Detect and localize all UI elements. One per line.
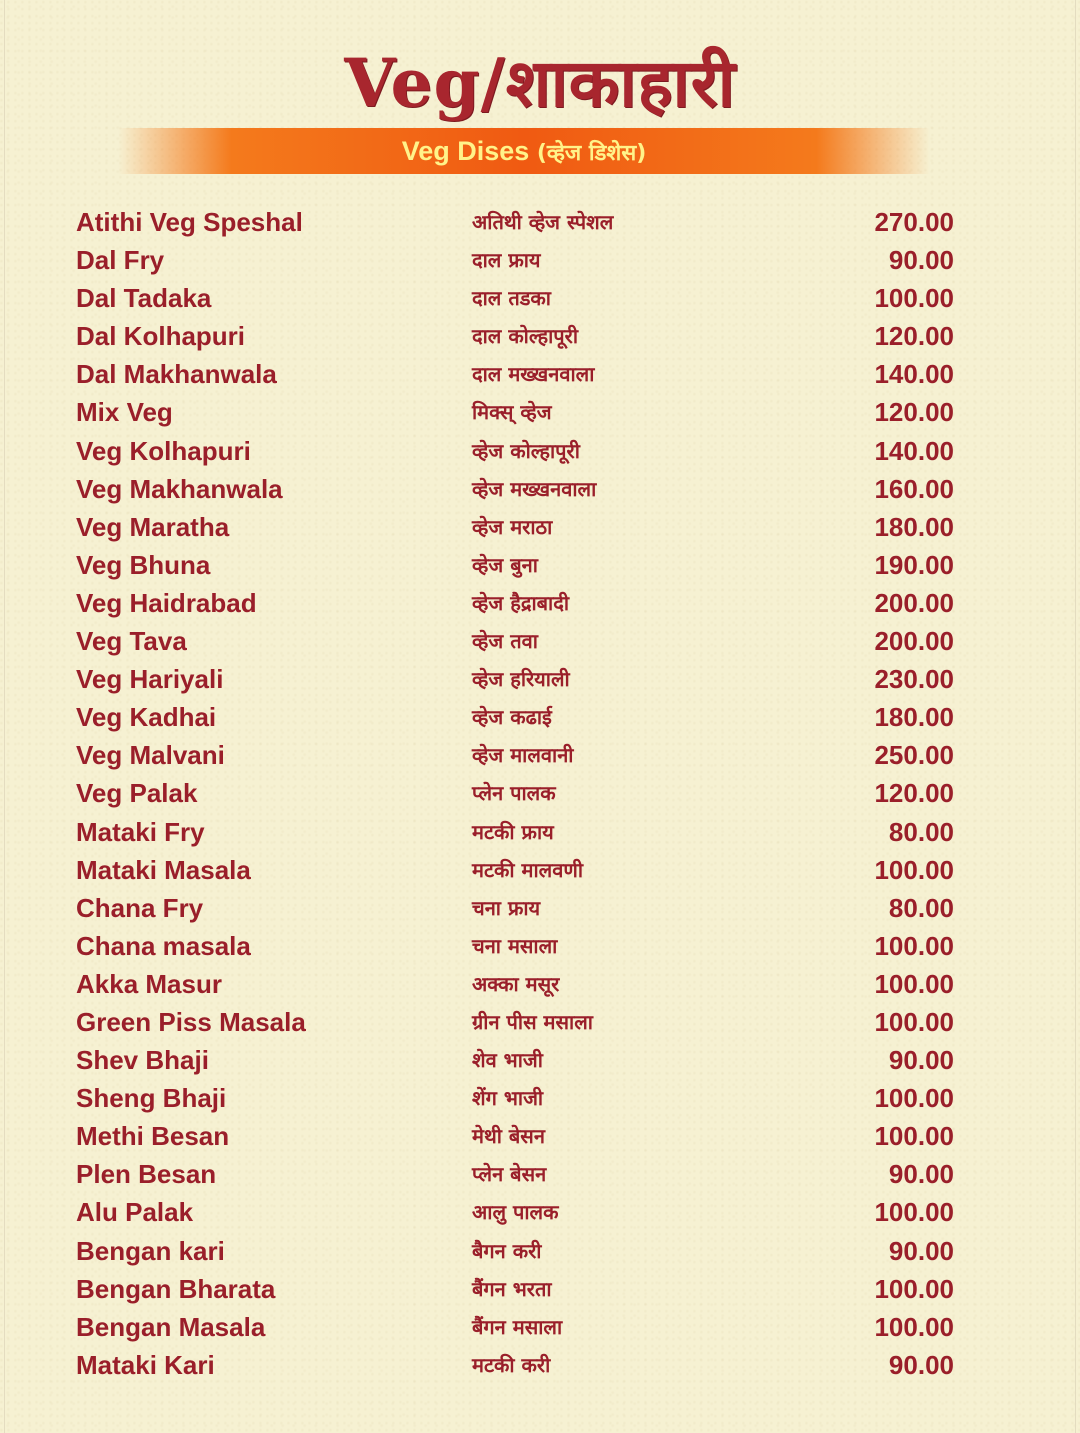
menu-item bbox=[76, 1232, 956, 1270]
item-price: 120.00 bbox=[874, 397, 954, 428]
menu-item bbox=[76, 470, 956, 508]
menu-item bbox=[76, 393, 956, 431]
menu-item bbox=[76, 1308, 956, 1346]
item-name-mr: बैगन करी bbox=[472, 1238, 542, 1263]
item-price: 140.00 bbox=[874, 435, 954, 466]
section-title-mr: (व्हेज डिशेस) bbox=[536, 140, 647, 166]
item-price: 140.00 bbox=[874, 359, 954, 390]
item-name-en: Chana masala bbox=[76, 930, 251, 961]
item-price: 100.00 bbox=[874, 1083, 954, 1114]
item-price: 90.00 bbox=[888, 1159, 954, 1190]
menu-item bbox=[76, 546, 956, 584]
item-price: 200.00 bbox=[874, 587, 954, 618]
item-name-mr: प्लेन बेसन bbox=[472, 1162, 547, 1187]
menu-item bbox=[76, 736, 956, 774]
item-name-mr: व्हेज मालवानी bbox=[472, 743, 574, 768]
item-price: 270.00 bbox=[874, 207, 954, 237]
item-price: 120.00 bbox=[874, 778, 954, 809]
item-name-en: Dal Tadaka bbox=[76, 283, 212, 314]
item-price: 100.00 bbox=[874, 1006, 954, 1037]
menu-item bbox=[76, 774, 956, 812]
menu-item bbox=[76, 279, 956, 317]
menu-item bbox=[76, 622, 956, 660]
menu-item bbox=[76, 927, 956, 965]
menu-item bbox=[76, 1117, 956, 1155]
item-name-mr: दाल तडका bbox=[472, 286, 551, 311]
item-name-mr: चना फ्राय bbox=[472, 895, 541, 920]
item-price: 80.00 bbox=[888, 892, 954, 923]
item-name-mr: व्हेज बुना bbox=[472, 552, 538, 577]
item-name-en: Veg Kolhapuri bbox=[76, 435, 251, 466]
menu-item bbox=[76, 355, 956, 393]
item-name-mr: व्हेज मराठा bbox=[472, 514, 553, 539]
item-name-en: Mataki Masala bbox=[76, 854, 251, 885]
menu-item bbox=[76, 1270, 956, 1308]
item-name-mr: दाल कोल्हापूरी bbox=[472, 324, 579, 349]
menu-item bbox=[76, 203, 956, 241]
item-name-mr: अक्का मसूर bbox=[472, 971, 560, 996]
item-name-mr: व्हेज मख्खनवाला bbox=[472, 476, 597, 501]
item-price: 100.00 bbox=[874, 1311, 954, 1342]
item-price: 100.00 bbox=[874, 1121, 954, 1152]
item-name-en: Green Piss Masala bbox=[76, 1006, 306, 1037]
item-name-mr: व्हेज तवा bbox=[472, 629, 538, 654]
menu-item bbox=[76, 584, 956, 622]
item-name-en: Plen Besan bbox=[76, 1159, 217, 1190]
menu-item bbox=[76, 508, 956, 546]
item-price: 90.00 bbox=[888, 1045, 954, 1076]
item-price: 90.00 bbox=[888, 245, 954, 276]
item-price: 100.00 bbox=[874, 1197, 954, 1228]
item-name-en: Alu Palak bbox=[76, 1197, 194, 1228]
item-name-en: Veg Malvani bbox=[76, 740, 225, 771]
item-name-mr: व्हेज कढाई bbox=[472, 705, 552, 730]
item-name-en: Atithi Veg Speshal bbox=[76, 207, 303, 237]
item-name-en: Bengan Bharata bbox=[76, 1273, 276, 1304]
item-name-mr: दाल फ्राय bbox=[472, 248, 541, 273]
item-name-en: Mataki Kari bbox=[76, 1349, 215, 1380]
item-name-mr: मटकी मालवणी bbox=[472, 857, 584, 882]
item-name-en: Veg Hariyali bbox=[76, 664, 224, 695]
item-name-mr: व्हेज हैद्राबादी bbox=[472, 590, 570, 615]
item-name-mr: मटकी करी bbox=[472, 1352, 551, 1377]
item-name-en: Shev Bhaji bbox=[76, 1045, 209, 1076]
menu-item bbox=[76, 660, 956, 698]
section-banner bbox=[118, 128, 930, 174]
menu-list bbox=[76, 203, 956, 1384]
item-price: 180.00 bbox=[874, 511, 954, 542]
item-price: 100.00 bbox=[874, 283, 954, 314]
menu-item bbox=[76, 1346, 956, 1384]
menu-item bbox=[76, 851, 956, 889]
item-name-en: Veg Haidrabad bbox=[76, 587, 257, 618]
item-name-en: Methi Besan bbox=[76, 1121, 230, 1152]
page-title: Veg/शाकाहारी bbox=[344, 44, 736, 122]
item-name-mr: शेव भाजी bbox=[472, 1048, 543, 1073]
menu-item bbox=[76, 965, 956, 1003]
item-price: 100.00 bbox=[874, 1273, 954, 1304]
item-name-mr: मटकी फ्राय bbox=[472, 819, 554, 844]
item-name-en: Bengan kari bbox=[76, 1235, 225, 1266]
section-title bbox=[402, 136, 647, 167]
item-name-mr: चना मसाला bbox=[472, 933, 558, 958]
item-price: 90.00 bbox=[888, 1235, 954, 1266]
item-price: 200.00 bbox=[874, 626, 954, 657]
item-price: 190.00 bbox=[874, 549, 954, 580]
item-price: 230.00 bbox=[874, 664, 954, 695]
item-name-en: Dal Fry bbox=[76, 245, 165, 276]
item-name-mr: दाल मख्खनवाला bbox=[472, 362, 595, 387]
item-name-en: Veg Kadhai bbox=[76, 702, 217, 733]
menu-item bbox=[76, 1155, 956, 1193]
item-name-mr: प्लेन पालक bbox=[472, 781, 556, 806]
item-price: 100.00 bbox=[874, 930, 954, 961]
item-name-en: Veg Makhanwala bbox=[76, 473, 283, 504]
item-name-en: Mataki Fry bbox=[76, 816, 205, 847]
item-name-en: Mix Veg bbox=[76, 397, 173, 428]
item-price: 160.00 bbox=[874, 473, 954, 504]
item-price: 100.00 bbox=[874, 854, 954, 885]
item-price: 100.00 bbox=[874, 968, 954, 999]
item-name-en: Sheng Bhaji bbox=[76, 1083, 227, 1114]
menu-item bbox=[76, 1193, 956, 1231]
item-name-mr: बैंगन मसाला bbox=[472, 1314, 563, 1339]
menu-item bbox=[76, 1079, 956, 1117]
item-name-en: Veg Bhuna bbox=[76, 549, 211, 580]
item-name-mr: शेंग भाजी bbox=[472, 1086, 544, 1111]
menu-item bbox=[76, 889, 956, 927]
item-name-mr: आलु पालक bbox=[472, 1200, 559, 1225]
menu-item bbox=[76, 241, 956, 279]
item-name-mr: अतिथी व्हेज स्पेशल bbox=[472, 210, 614, 234]
item-price: 180.00 bbox=[874, 702, 954, 733]
item-name-en: Dal Kolhapuri bbox=[76, 321, 246, 352]
item-name-mr: बैंगन भरता bbox=[472, 1276, 552, 1301]
item-name-en: Veg Maratha bbox=[76, 511, 230, 542]
menu-item bbox=[76, 813, 956, 851]
item-name-mr: मेथी बेसन bbox=[472, 1124, 545, 1149]
item-name-en: Akka Masur bbox=[76, 968, 222, 999]
menu-item bbox=[76, 1041, 956, 1079]
item-price: 120.00 bbox=[874, 321, 954, 352]
item-price: 250.00 bbox=[874, 740, 954, 771]
item-name-mr: ग्रीन पीस मसाला bbox=[472, 1009, 593, 1034]
menu-item bbox=[76, 317, 956, 355]
section-title-en: Veg Dises bbox=[401, 135, 530, 166]
item-name-en: Veg Palak bbox=[76, 778, 198, 809]
item-name-en: Chana Fry bbox=[76, 892, 204, 923]
menu-item bbox=[76, 1003, 956, 1041]
menu-item bbox=[76, 432, 956, 470]
item-name-en: Bengan Masala bbox=[76, 1311, 266, 1342]
item-name-mr: व्हेज हरियाली bbox=[472, 667, 570, 692]
menu-item bbox=[76, 698, 956, 736]
item-price: 80.00 bbox=[888, 816, 954, 847]
item-name-en: Veg Tava bbox=[76, 626, 187, 657]
item-name-en: Dal Makhanwala bbox=[76, 359, 277, 390]
item-name-mr: व्हेज कोल्हापूरी bbox=[472, 438, 580, 463]
item-name-mr: मिक्स् व्हेज bbox=[472, 400, 552, 425]
item-price: 90.00 bbox=[888, 1349, 954, 1380]
